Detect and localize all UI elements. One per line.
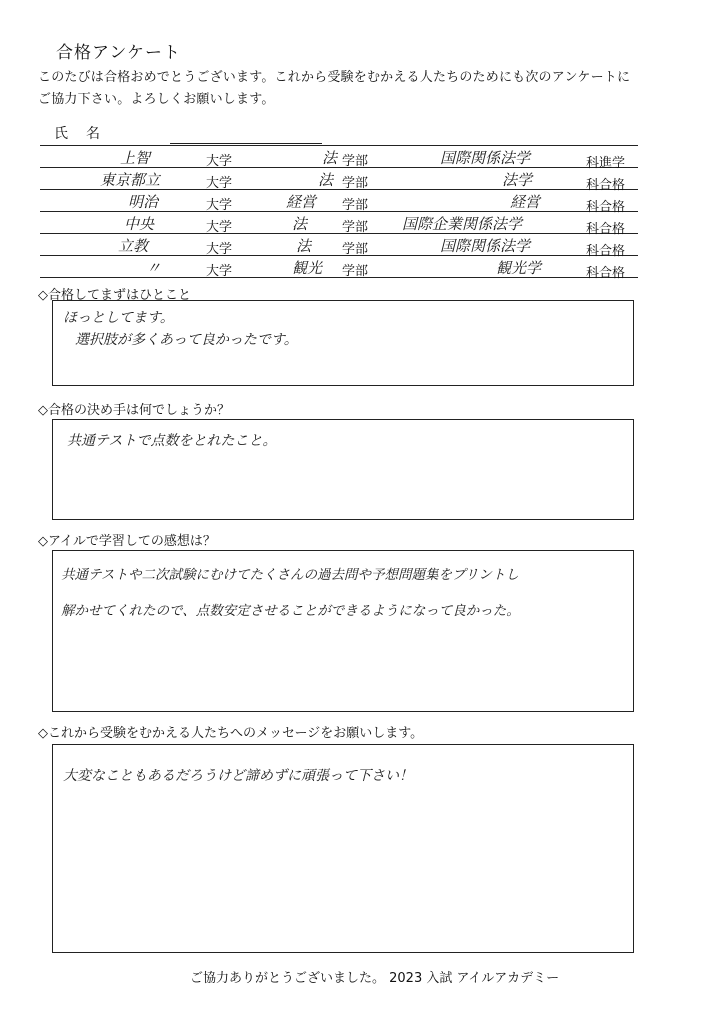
section-title-message: ◇これから受験をむかえる人たちへのメッセージをお願いします。 xyxy=(38,726,424,741)
daigaku-label: 大学 xyxy=(206,264,233,279)
department-name: 国際関係法学 xyxy=(440,149,531,167)
university-name: 中央 xyxy=(124,215,155,233)
faculty-name: 法 xyxy=(322,149,338,167)
answer-line: 共通テストや二次試験にむけてたくさんの過去問や予想問題集をプリントし xyxy=(61,567,519,583)
gakubu-label: 学部 xyxy=(342,242,369,257)
daigaku-label: 大学 xyxy=(206,242,233,257)
department-name: 経営 xyxy=(510,193,541,211)
gakubu-label: 学部 xyxy=(342,176,369,191)
deciding-factor-box xyxy=(52,419,634,520)
gakubu-label: 学部 xyxy=(342,220,369,235)
result-label: 科進学 xyxy=(586,156,626,171)
faculty-name: 法 xyxy=(292,215,308,233)
university-name: 東京都立 xyxy=(100,171,161,189)
footer-text: ご協力ありがとうございました。 2023 入試 アイルアカデミー xyxy=(190,971,560,986)
university-name: 〃 xyxy=(146,259,162,277)
university-name: 上智 xyxy=(120,149,151,167)
faculty-name: 経営 xyxy=(286,193,317,211)
row-divider xyxy=(40,145,638,146)
daigaku-label: 大学 xyxy=(206,220,233,235)
department-name: 観光学 xyxy=(496,259,542,277)
section-title-deciding-factor: ◇合格の決め手は何でしょうか？ xyxy=(38,403,230,418)
daigaku-label: 大学 xyxy=(206,198,233,213)
answer-line: 選択肢が多くあって良かったです。 xyxy=(75,332,298,348)
name-label: 氏名 xyxy=(54,126,118,142)
result-label: 科合格 xyxy=(586,178,626,193)
intro-line-1: このたびは合格おめでとうございます。これから受験をむかえる人たちのためにも次のアンケートに xyxy=(38,70,631,85)
row-divider xyxy=(40,277,638,278)
answer-line: 解かせてくれたので、点数安定させることができるようになって良かった。 xyxy=(61,603,520,619)
message-box xyxy=(52,744,634,953)
gakubu-label: 学部 xyxy=(342,264,369,279)
answer-line: 共通テストで点数をとれたこと。 xyxy=(67,433,277,449)
answer-line: 大変なこともあるだろうけど諦めずに頑張って下さい！ xyxy=(63,768,413,784)
faculty-name: 法 xyxy=(296,237,312,255)
department-name: 国際企業関係法学 xyxy=(402,215,523,233)
name-field-line xyxy=(170,143,322,144)
impressions-box xyxy=(52,550,634,712)
section-title-impressions: ◇アイルで学習しての感想は？ xyxy=(38,534,216,549)
result-label: 科合格 xyxy=(586,200,626,215)
section-title-first-words: ◇合格してまずはひとこと xyxy=(38,288,191,303)
gakubu-label: 学部 xyxy=(342,154,369,169)
result-label: 科合格 xyxy=(586,244,626,259)
department-name: 国際関係法学 xyxy=(440,237,531,255)
daigaku-label: 大学 xyxy=(206,176,233,191)
page-title: 合格アンケート xyxy=(56,43,181,63)
gakubu-label: 学部 xyxy=(342,198,369,213)
daigaku-label: 大学 xyxy=(206,154,233,169)
university-name: 立教 xyxy=(118,237,149,255)
faculty-name: 法 xyxy=(318,171,334,189)
answer-line: ほっとしてます。 xyxy=(63,310,174,326)
first-words-box xyxy=(52,300,634,386)
intro-line-2: ご協力下さい。よろしくお願いします。 xyxy=(38,92,275,107)
university-name: 明治 xyxy=(128,193,159,211)
faculty-name: 観光 xyxy=(292,259,323,277)
department-name: 法学 xyxy=(502,171,533,189)
result-label: 科合格 xyxy=(586,266,626,281)
result-label: 科合格 xyxy=(586,222,626,237)
